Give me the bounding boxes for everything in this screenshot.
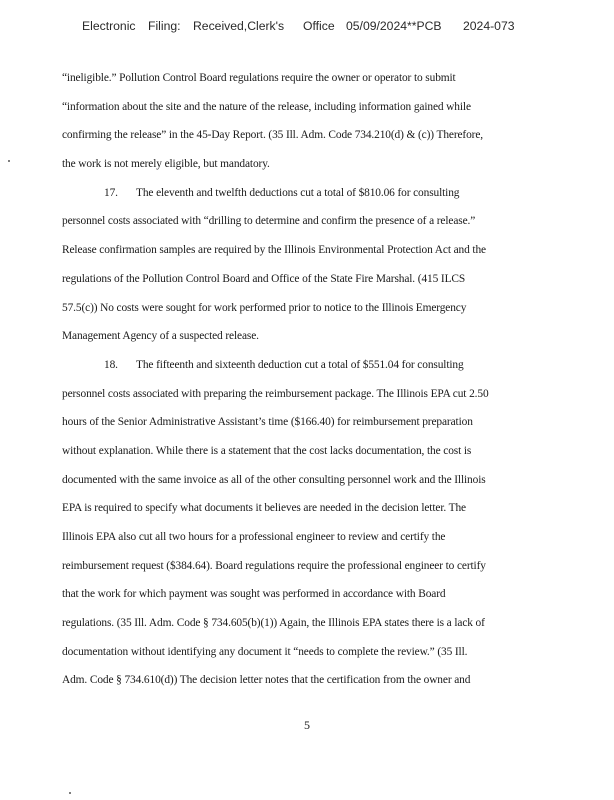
paragraph-18-line: Illinois EPA also cut all two hours for a professional engineer to review and certify the [62, 531, 446, 543]
paragraph-17-line: Release confirmation samples are required by the Illinois Environmental Protection Act and the [62, 244, 486, 257]
header-received-clerks: Received,Clerk's [193, 19, 285, 33]
body-line: the work is not merely eligible, but mandatory. [62, 158, 270, 171]
paragraph-18-lead: The fifteenth and sixteenth deduction cut a total of $551.04 for consulting [136, 358, 464, 371]
paragraph-17-line: personnel costs associated with “drilling to determine and confirm the presence of a release.” [62, 215, 476, 228]
paragraph-18-first-line [62, 351, 550, 380]
filing-stamp-header [0, 19, 614, 39]
paragraph-18-line: reimbursement request ($384.64). Board regulations require the professional engineer to certify [62, 559, 486, 572]
paragraph-18-line: Adm. Code § 734.610(d)) The decision letter notes that the certification from the owner and [62, 674, 471, 687]
body-line: “information about the site and the nature of the release, including information gained while [62, 100, 471, 113]
header-electronic: Electronic [82, 19, 136, 33]
header-office: Office [303, 19, 335, 33]
paragraph-17-number: 17. [104, 186, 118, 199]
page-number: 5 [304, 718, 310, 732]
paragraph-18-line: regulations. (35 Ill. Adm. Code § 734.605(b)(1)) Again, the Illinois EPA states there is a lack of [62, 617, 485, 630]
paragraph-18-line: that the work for which payment was sought was performed in accordance with Board [62, 588, 446, 601]
body-line: confirming the release” in the 45-Day Report. (35 Ill. Adm. Code 734.210(d) & (c)) Therefore, [62, 129, 484, 142]
document-body [62, 64, 550, 695]
paragraph-17-line: Management Agency of a suspected release. [62, 330, 259, 343]
paragraph-18-line: documentation without identifying any document it “needs to complete the review.” (35 Ill. [62, 645, 468, 658]
header-case-number: 2024-073 [463, 19, 515, 33]
scan-speck [69, 792, 71, 794]
paragraph-17-first-line [62, 179, 550, 208]
paragraph-17-line: 57.5(c)) No costs were sought for work performed prior to notice to the Illinois Emergency [62, 301, 467, 314]
body-line: “ineligible.” Pollution Control Board regulations require the owner or operator to submit [62, 72, 456, 84]
paragraph-18-line: personnel costs associated with preparing the reimbursement package. The Illinois EPA cut 2.50 [62, 387, 489, 400]
paragraph-17-line: regulations of the Pollution Control Board and Office of the State Fire Marshal. (415 ILCS [62, 272, 466, 285]
paragraph-18-line: documented with the same invoice as all of the other consulting personnel work and the Illinois [62, 473, 486, 486]
paragraph-18-line: EPA is required to specify what documents it believes are needed in the decision letter. The [62, 502, 466, 515]
header-filing: Filing: [148, 19, 181, 33]
header-date-pcb: 05/09/2024**PCB [346, 19, 442, 33]
paragraph-17-lead: The eleventh and twelfth deductions cut a total of $810.06 for consulting [136, 186, 460, 199]
scan-speck [8, 160, 10, 162]
paragraph-18-line: without explanation. While there is a statement that the cost lacks documentation, the cost is [62, 444, 472, 457]
paragraph-18-number: 18. [104, 358, 118, 371]
paragraph-18-line: hours of the Senior Administrative Assistant’s time ($166.40) for reimbursement preparation [62, 416, 473, 429]
